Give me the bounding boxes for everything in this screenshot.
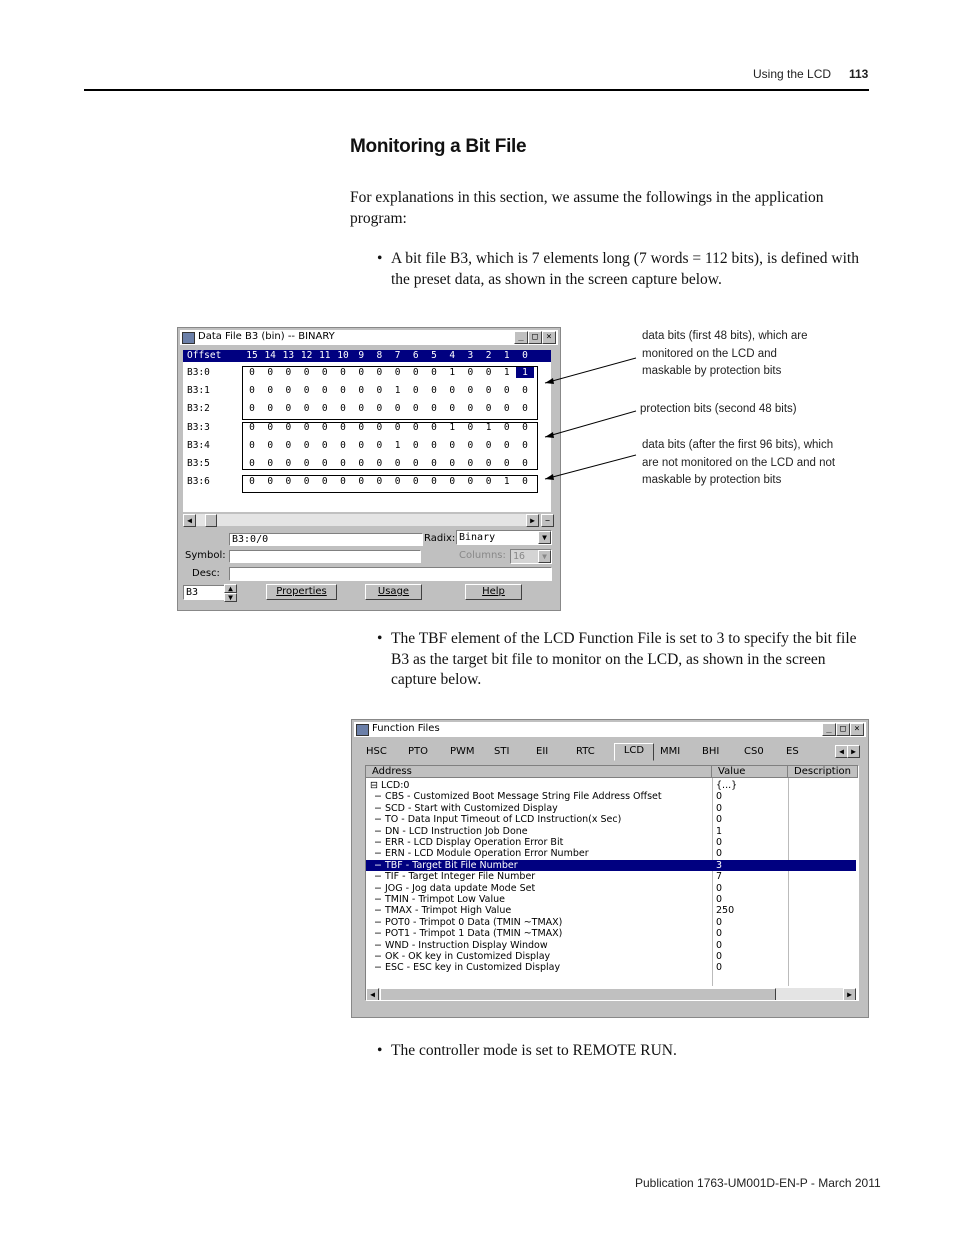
- table-row[interactable]: [366, 871, 856, 882]
- function-files-window: [351, 719, 869, 1018]
- row-label: B3:3: [187, 422, 210, 433]
- row-address: − ERR - LCD Display Operation Error Bit: [374, 837, 564, 848]
- table-row[interactable]: [366, 883, 856, 894]
- bit-cell[interactable]: 0: [503, 458, 510, 469]
- bullet-text: The controller mode is set to REMOTE RUN.: [391, 1042, 677, 1059]
- bullet-text: A bit file B3, which is 7 elements long (7 words = 112 bits), is defined with the preset data, as shown in the screen capture below.: [391, 250, 859, 288]
- bit-cell[interactable]: 0: [412, 476, 419, 487]
- intro-paragraph: For explanations in this section, we assume the followings in the application program:: [350, 189, 824, 227]
- row-address: − TIF - Target Integer File Number: [374, 871, 536, 883]
- row-address: − ESC - ESC key in Customized Display: [374, 962, 561, 974]
- row-address: − TO - Data Input Timeout of LCD Instruction(x Sec): [374, 814, 622, 826]
- bit-cell[interactable]: 1: [503, 367, 510, 378]
- bit-cell[interactable]: 0: [394, 458, 401, 469]
- bit-cell[interactable]: 0: [358, 422, 365, 433]
- bit-cell[interactable]: 0: [376, 440, 383, 451]
- row-address: − POT1 - Trimpot 1 Data (TMIN ~TMAX): [374, 928, 563, 940]
- bit-cell[interactable]: 0: [358, 385, 365, 396]
- close-icon[interactable]: ×: [850, 723, 864, 736]
- bit-cell[interactable]: 1: [449, 422, 456, 433]
- bit-cell[interactable]: 0: [503, 385, 510, 396]
- row-address: − SCD - Start with Customized Display: [374, 802, 558, 814]
- bit-cell[interactable]: 0: [467, 458, 474, 469]
- properties-button[interactable]: Properties: [266, 584, 337, 600]
- bit-cell[interactable]: 0: [249, 403, 255, 414]
- bit-cell[interactable]: 0: [394, 422, 401, 433]
- function-files-titlebar: [354, 722, 866, 737]
- bit-column-header: 9: [358, 350, 365, 361]
- bit-cell[interactable]: 0: [267, 367, 274, 378]
- bit-cell[interactable]: 0: [376, 403, 383, 414]
- bit-cell[interactable]: 0: [285, 476, 292, 487]
- bit-cell[interactable]: 0: [522, 476, 528, 487]
- table-row[interactable]: [366, 791, 856, 802]
- bit-cell[interactable]: 0: [503, 403, 510, 414]
- tab-scroll-right-icon[interactable]: ▶: [847, 745, 860, 758]
- bit-cell[interactable]: 0: [376, 476, 383, 487]
- bit-cell[interactable]: 0: [303, 367, 310, 378]
- bit-column-header: 7: [394, 350, 401, 361]
- bit-cell[interactable]: 1: [485, 422, 492, 433]
- table-row[interactable]: [366, 826, 856, 837]
- row-address: − JOG - Jog data update Mode Set: [374, 882, 536, 894]
- row-address: − WND - Instruction Display Window: [374, 939, 548, 951]
- leader-arrow-3: [545, 474, 554, 480]
- maximize-icon[interactable]: □: [836, 723, 850, 736]
- bit-column-header: 11: [319, 350, 331, 361]
- maximize-icon[interactable]: □: [528, 331, 542, 344]
- bit-cell[interactable]: 1: [503, 476, 510, 487]
- scroll-left-icon[interactable]: ◀: [366, 988, 379, 1001]
- table-row[interactable]: [366, 837, 856, 848]
- scroll-right-icon[interactable]: ▶: [843, 988, 856, 1001]
- bit-cell[interactable]: 0: [358, 458, 365, 469]
- bit-cell[interactable]: 0: [321, 403, 328, 414]
- bit-cell[interactable]: 0: [485, 458, 492, 469]
- bit-cell[interactable]: 0: [394, 476, 401, 487]
- bit-cell[interactable]: 0: [267, 440, 274, 451]
- bit-cell[interactable]: 0: [485, 385, 492, 396]
- bit-cell[interactable]: 0: [376, 458, 383, 469]
- section-title: Monitoring a Bit File: [350, 136, 527, 157]
- window-app-icon: [356, 724, 369, 736]
- row-label: B3:4: [187, 440, 210, 451]
- table-row[interactable]: [366, 803, 856, 814]
- row-value: 0: [716, 791, 723, 803]
- bit-cell[interactable]: 0: [431, 440, 437, 451]
- radix-label: Radix:: [424, 533, 456, 544]
- bit-cell[interactable]: 0: [376, 422, 383, 433]
- row-address: − TMIN - Trimpot Low Value: [374, 894, 505, 905]
- bit-column-header: 10: [337, 350, 349, 361]
- address-field[interactable]: B3:0/0: [229, 533, 423, 546]
- table-row[interactable]: [366, 905, 856, 916]
- bit-cell[interactable]: 0: [303, 385, 310, 396]
- page-number: 113: [849, 67, 869, 81]
- bit-cell[interactable]: 0: [321, 440, 328, 451]
- bit-cell[interactable]: 0: [267, 458, 274, 469]
- tab-pwm[interactable]: PWM: [450, 746, 475, 757]
- bit-cell[interactable]: 0: [285, 422, 292, 433]
- bit-column-header: 0: [522, 350, 528, 361]
- scroll-left-icon[interactable]: ◀: [183, 514, 196, 527]
- bit-cell[interactable]: 0: [249, 422, 255, 433]
- bit-cell[interactable]: 0: [522, 385, 528, 396]
- table-row[interactable]: [366, 940, 856, 951]
- row-value: 0: [716, 894, 723, 905]
- bit-cell[interactable]: 0: [431, 458, 437, 469]
- row-label: B3:1: [187, 385, 210, 396]
- tab-lcd[interactable]: LCD: [614, 743, 654, 761]
- bit-cell[interactable]: 0: [285, 385, 292, 396]
- bit-cell[interactable]: 0: [303, 476, 310, 487]
- leader-line-1: [545, 358, 636, 383]
- bit-cell[interactable]: 0: [303, 403, 310, 414]
- bit-cell[interactable]: 0: [522, 440, 528, 451]
- bit-cell[interactable]: 0: [485, 476, 492, 487]
- bit-cell[interactable]: 0: [358, 403, 365, 414]
- bit-cell[interactable]: 0: [467, 422, 474, 433]
- row-value: 0: [716, 928, 723, 940]
- bit-cell[interactable]: 0: [340, 476, 346, 487]
- bullet-text: The TBF element of the LCD Function File is set to 3 to specify the bit file B3 as the target bit file to monitor on the LCD, as shown in the screen capture below.: [391, 630, 857, 688]
- bit-cell[interactable]: 0: [412, 367, 419, 378]
- bullet-dot: •: [377, 250, 383, 267]
- bit-cell[interactable]: 0: [321, 476, 328, 487]
- bit-cell[interactable]: 0: [394, 403, 401, 414]
- tab-eii[interactable]: EII: [536, 746, 549, 757]
- bit-cell[interactable]: 0: [249, 385, 255, 396]
- row-value: 250: [716, 905, 735, 917]
- bit-cell[interactable]: 0: [522, 403, 528, 414]
- col-header-value[interactable]: Value: [712, 766, 788, 778]
- bit-cell[interactable]: 0: [449, 403, 456, 414]
- bit-cell[interactable]: 0: [358, 440, 365, 451]
- spin-up-icon[interactable]: ▲: [224, 584, 237, 593]
- row-value: {...}: [716, 780, 738, 791]
- bit-cell[interactable]: 0: [267, 476, 274, 487]
- bit-cell[interactable]: 0: [485, 367, 492, 378]
- bit-cell[interactable]: 0: [431, 385, 437, 396]
- bullet-dot: •: [377, 630, 383, 647]
- bit-cell[interactable]: 0: [431, 422, 437, 433]
- table-row[interactable]: [366, 780, 856, 791]
- tab-es[interactable]: ES: [786, 746, 799, 757]
- bit-cell[interactable]: 0: [394, 367, 401, 378]
- tab-sti[interactable]: STI: [494, 746, 510, 757]
- bit-cell[interactable]: 0: [467, 385, 474, 396]
- bit-cell[interactable]: 0: [303, 422, 310, 433]
- table-row[interactable]: [366, 848, 856, 859]
- bit-cell[interactable]: 0: [267, 422, 274, 433]
- symbol-label: Symbol:: [185, 550, 226, 561]
- columns-label: Columns:: [459, 550, 506, 561]
- bit-cell[interactable]: 1: [394, 385, 401, 396]
- bit-cell[interactable]: 0: [431, 367, 437, 378]
- leader-arrow-1: [545, 378, 554, 384]
- bit-column-header: 14: [264, 350, 276, 361]
- tab-bhi[interactable]: BHI: [702, 746, 720, 757]
- bit-cell[interactable]: 0: [412, 422, 419, 433]
- table-row[interactable]: [366, 962, 856, 973]
- row-value: 3: [716, 859, 723, 871]
- row-address: − TBF - Target Bit File Number: [374, 859, 518, 871]
- row-label: B3:5: [187, 458, 210, 469]
- row-address: − ERN - LCD Module Operation Error Number: [374, 848, 589, 860]
- row-value: 7: [716, 871, 723, 883]
- col-header-address[interactable]: Address: [366, 766, 712, 778]
- row-value: 0: [716, 962, 723, 974]
- chevron-down-icon[interactable]: ▼: [538, 550, 551, 563]
- bit-cell[interactable]: 0: [340, 367, 346, 378]
- tab-scroll-left-icon[interactable]: ◀: [835, 745, 848, 758]
- tab-rtc[interactable]: RTC: [576, 746, 595, 757]
- bit-cell[interactable]: 0: [285, 440, 292, 451]
- row-value: 0: [716, 848, 723, 860]
- bit-cell[interactable]: 0: [431, 476, 437, 487]
- row-address: ⊟ LCD:0: [370, 780, 410, 791]
- row-value: 0: [716, 882, 723, 894]
- bit-cell[interactable]: 0: [412, 458, 419, 469]
- spin-down-icon[interactable]: ▼: [224, 593, 237, 602]
- bit-cell[interactable]: 0: [449, 476, 456, 487]
- desc-label: Desc:: [192, 568, 220, 579]
- callout-first-data-bits: data bits (first 48 bits), which are monitored on the LCD and maskable by protection bits: [642, 330, 808, 377]
- row-value: 0: [716, 939, 723, 951]
- bit-cell[interactable]: 0: [449, 440, 456, 451]
- tab-mmi[interactable]: MMI: [660, 746, 681, 757]
- close-icon[interactable]: ×: [542, 331, 556, 344]
- scroll-thumb[interactable]: [380, 988, 776, 1001]
- table-row[interactable]: [366, 894, 856, 905]
- bit-cell[interactable]: 0: [340, 458, 346, 469]
- minimize-icon[interactable]: _: [822, 723, 836, 736]
- tab-hsc[interactable]: HSC: [366, 746, 387, 757]
- function-files-title: Function Files: [372, 723, 440, 734]
- publication-footer: Publication 1763-UM001D-EN-P - March 2011: [635, 1176, 881, 1190]
- bullet-dot: •: [377, 1042, 383, 1059]
- bit-cell[interactable]: 0: [467, 440, 474, 451]
- table-row[interactable]: [366, 917, 856, 928]
- bit-cell[interactable]: 0: [340, 403, 346, 414]
- bit-cell[interactable]: 0: [321, 367, 328, 378]
- row-value: 0: [716, 837, 723, 848]
- bit-cell[interactable]: 0: [249, 458, 255, 469]
- bit-cell[interactable]: 0: [303, 458, 310, 469]
- bit-cell[interactable]: 0: [285, 367, 292, 378]
- bit-column-header: 15: [246, 350, 258, 361]
- row-value: 0: [716, 916, 723, 928]
- table-row[interactable]: [366, 928, 856, 939]
- row-address: − DN - LCD Instruction Job Done: [374, 825, 528, 837]
- bit-cell[interactable]: 0: [303, 440, 310, 451]
- bit-cell[interactable]: 0: [267, 385, 274, 396]
- row-label: B3:2: [187, 403, 210, 414]
- bullet-item-3: [377, 1041, 861, 1062]
- file-number-field[interactable]: B3: [183, 585, 225, 600]
- minimize-icon[interactable]: _: [514, 331, 528, 344]
- tab-pto[interactable]: PTO: [408, 746, 429, 757]
- row-address: − POT0 - Trimpot 0 Data (TMIN ~TMAX): [374, 916, 563, 928]
- bit-column-header: 5: [431, 350, 437, 361]
- leader-line-3: [545, 455, 636, 479]
- bit-column-header: 8: [376, 350, 383, 361]
- bit-cell[interactable]: 0: [467, 403, 474, 414]
- row-label: B3:0: [187, 367, 210, 378]
- table-row[interactable]: [366, 814, 856, 825]
- bit-cell[interactable]: 0: [522, 458, 528, 469]
- data-file-title: Data File B3 (bin) -- BINARY: [198, 331, 335, 342]
- function-file-list: [365, 765, 859, 1001]
- row-value: 0: [716, 814, 723, 826]
- row-address: − OK - OK key in Customized Display: [374, 951, 551, 962]
- bit-column-header: 3: [467, 350, 474, 361]
- bit-cell[interactable]: 0: [485, 403, 492, 414]
- bit-cell[interactable]: 0: [267, 403, 274, 414]
- scroll-right-icon[interactable]: ▶: [526, 514, 539, 527]
- callout-protection-bits: protection bits (second 48 bits): [640, 403, 797, 415]
- bit-column-header: 2: [485, 350, 492, 361]
- bit-cell[interactable]: 0: [449, 458, 456, 469]
- function-tabs: [360, 743, 860, 761]
- row-address: − CBS - Customized Boot Message String File Address Offset: [374, 791, 662, 803]
- bit-cell[interactable]: 0: [376, 367, 383, 378]
- columns-value: 16: [513, 551, 526, 562]
- bit-cell[interactable]: 0: [285, 458, 292, 469]
- running-header-section: Using the LCD: [753, 67, 832, 81]
- bit-cell[interactable]: 0: [412, 440, 419, 451]
- usage-button[interactable]: Usage: [365, 584, 422, 600]
- list-hscrollbar[interactable]: [366, 988, 856, 1000]
- bit-cell[interactable]: 0: [358, 476, 365, 487]
- callout-remaining-data-bits: data bits (after the first 96 bits), which are not monitored on the LCD and not maskable by protection bits: [642, 439, 836, 486]
- row-value: 1: [716, 825, 723, 837]
- bit-cell[interactable]: 0: [249, 440, 255, 451]
- table-row[interactable]: [366, 860, 856, 871]
- bit-cell[interactable]: 0: [285, 403, 292, 414]
- col-header-description[interactable]: Description: [788, 766, 858, 778]
- bit-cell[interactable]: 0: [321, 458, 328, 469]
- bit-cell[interactable]: 0: [522, 422, 528, 433]
- row-value: 0: [716, 802, 723, 814]
- help-button[interactable]: Help: [465, 584, 522, 600]
- bullet-item-2: [377, 629, 869, 691]
- bit-cell[interactable]: 0: [467, 476, 474, 487]
- bit-cell[interactable]: 0: [340, 440, 346, 451]
- bit-cell[interactable]: 1: [516, 367, 534, 378]
- row-address: − TMAX - Trimpot High Value: [374, 905, 512, 917]
- bit-cell[interactable]: 0: [412, 385, 419, 396]
- leader-arrow-2: [545, 432, 554, 438]
- bit-column-header: 4: [449, 350, 456, 361]
- bit-cell[interactable]: 0: [376, 385, 383, 396]
- radix-value: Binary: [459, 532, 496, 543]
- bit-cell[interactable]: 0: [340, 385, 346, 396]
- bit-cell[interactable]: 1: [449, 367, 456, 378]
- bit-cell[interactable]: 0: [249, 476, 255, 487]
- bit-cell[interactable]: 0: [412, 403, 419, 414]
- bit-cell[interactable]: 0: [485, 440, 492, 451]
- table-row[interactable]: [366, 951, 856, 962]
- chevron-down-icon[interactable]: ▼: [538, 531, 551, 544]
- bit-column-header: 13: [282, 350, 295, 361]
- bit-cell[interactable]: 0: [503, 422, 510, 433]
- bit-cell[interactable]: 0: [503, 440, 510, 451]
- bit-cell[interactable]: 0: [340, 422, 346, 433]
- bit-cell[interactable]: 0: [467, 367, 474, 378]
- bit-cell[interactable]: 0: [431, 403, 437, 414]
- bit-column-header: 6: [412, 350, 419, 361]
- bit-cell[interactable]: 1: [394, 440, 401, 451]
- bit-cell[interactable]: 0: [321, 385, 328, 396]
- leader-line-2: [545, 411, 636, 437]
- tab-cs0[interactable]: CS0: [744, 746, 764, 757]
- row-value: 0: [716, 951, 723, 962]
- bit-cell[interactable]: 0: [321, 422, 328, 433]
- collapse-icon[interactable]: −: [541, 514, 554, 527]
- bit-cell[interactable]: 0: [449, 385, 456, 396]
- bit-cell[interactable]: 0: [358, 367, 365, 378]
- bit-column-header: 12: [300, 350, 313, 361]
- row-label: B3:6: [187, 476, 210, 487]
- offset-header: Offset: [187, 350, 222, 361]
- bit-column-header: 1: [503, 350, 510, 361]
- bit-cell[interactable]: 0: [249, 367, 255, 378]
